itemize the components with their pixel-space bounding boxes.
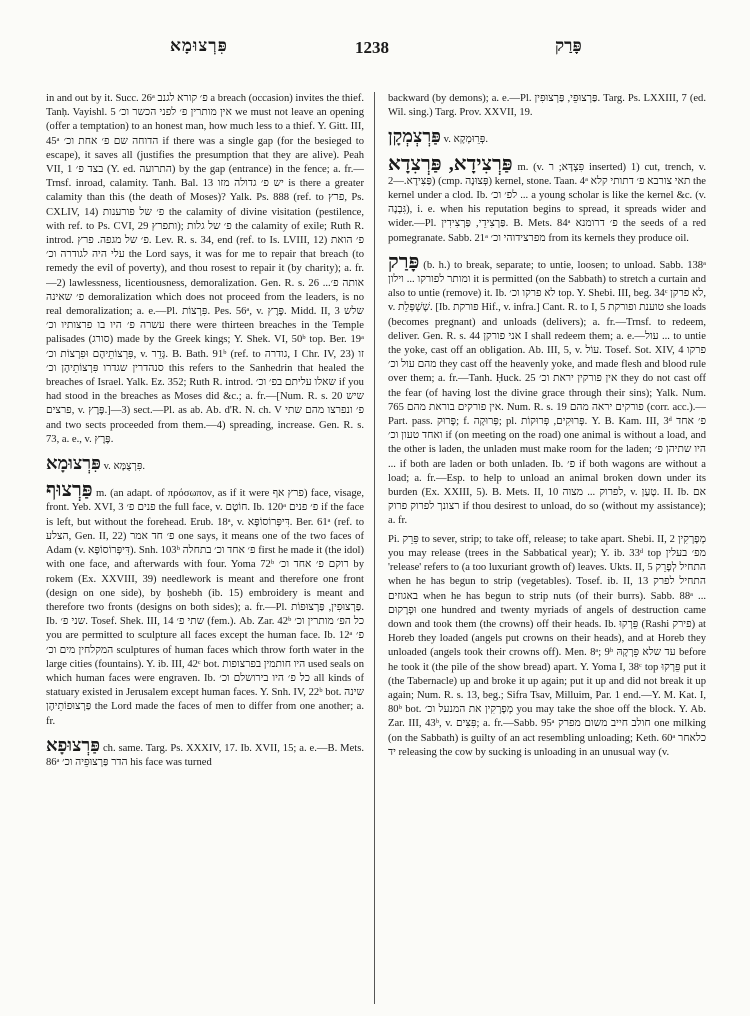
entry-subsection [388, 533, 706, 760]
dictionary-entry [46, 735, 364, 770]
entry-headword: פַּרְצוּף [46, 479, 93, 502]
dictionary-entry [46, 453, 364, 474]
entry-text: v. פִּרְצֻמָּא. [103, 461, 146, 473]
entry-continuation [46, 92, 364, 447]
entry-headword: פָּרַק [388, 250, 420, 273]
right-column [388, 92, 706, 1010]
entry-continuation [388, 92, 706, 120]
entry-text: m. (v. פִּצְדָּא; ר inserted) 1) cut, trench, v. פַּצִּידָא.—2) (cmp. פְּצוּנָה) kernel, stone. Taan. 4ᵃ תאי צורבא פ׳ דתותי קלא the kernel under a clod. Ib. לפ׳ וכ׳ ... a young scholar is like the kernel &c. (v. גִּבְנָה), i. e. when his reputation begins to spread, it spreads wider and wider.—Pl. פַּרְצִידֵי, פַּרְצִידִין. B. Mets. 84ᵃ פ׳ דרומנא the seeds of a red pomegranate. Sabb. 21ᵃ מפרצידוהי וכ׳ from its kernels they produce oil. [388, 161, 706, 244]
entry-headword: פַּרְצִידָא, פַּרְצִדָא [388, 152, 513, 175]
dictionary-entry [46, 480, 364, 728]
entry-text: in and out by it. Succ. 26ᵃ פ׳ קורא לגנב a breach (occasion) invites the thief. Tanḥ. Vayishl. 5 אין מותרין פ׳ לפני הכשר וכ׳ we must not leave an opening (offer a temptation) to an honest man, how much less to a thief. Y. Gitt. III, 45ᵃ הדוחה שם פ׳ אחת וכ׳ if there was a single gap (for the besieged to escape), it saves all (justifies the presumption that they are alive). Peah VII, 1 בצד פ׳ (Y. ed. התרועה) by the gap (entrance) in the fence; a. fr.—Trnsf. inroad, calamity. Tanh. Bal. 13 יש פ׳ גדולה מזו is there a greater calamity than this (the death of Moses)? Yalk. Ps. 888 (ref. to פרץ, Ps. CXLIV, 14) פ׳ של פורענות the calamity of divine visitation (pestilence, with ref. to Ps. CVI, 29 ותפרץ); פ׳ של גלות the calamity of exile; Ruth R. introd. פ׳ של מגפה. פרץ. Lev. R. s. 34, end (ref. to Is. LVIII, 12) פ׳ הואת עלי היה לגודרה וכ׳ the Lord says, it was for me to repair that breach (to remedy the evil of poverty), and thou rosest to repair it (by charity); a. fr.—2) lawlessness, licentiousness, demoralization. Gen. R. s. 26 אותה פ׳... פ׳ שאינה demoralization which does not proceed from the leaders, is no real demoralization; a. e.—Pl. פִּרְצוֹת. Pes. 56ᵃ, v. פֶּרֶץ. Midd. II, 3 שלש עשרה פ׳ היו בו פרצותיו וכ׳ there were thirteen breaches in the Temple palisades (סורג) made by the Greek kings; Y. Shek. VI, 50ᵇ top. Ber. 19ᵃ פִּרְצוֹתֵיהֶם וּפִרְצוֹת וכ׳, v. גָּדֵר. B. Bath. 91ᵇ (ref. to גודרה, I Chr. IV, 23) זו סנהדרין שגדרו פִּרְצוֹתֵיהֶן וכ׳ this refers to the Sanhedrin that healed the breaches of Israel. Yalk. Ez. 352; Ruth R. introd. שאלו עליתם בפ׳ וכ׳ if you had stood in the breaches as Moses did &c.; a. fr.—[Num. R. s. 20 שיש פרצים, v. פֶּרֶץ.]—3) sect.—Pl. as ab. Ab. d'R. N. ch. V פ׳ ונפרצו מהם שתי and two sects proceeded from them.—4) spreading, increase. Gen. R. s. 73, a. e., v. פֶּרֶץ. [46, 93, 364, 445]
entry-text: (b. h.) to break, separate; to untie, loosen; to unload. Sabb. 138ᵃ ומותר לפורקו ... וילון it is permitted (on the Sabbath) to stretch a curtain and also to untie (remove) it. Ib. לא פרקו וכ׳ top. Y. Shebi. III, beg. 34ᶜ לא פרקן, v. שָׁשְׁפְּלֵת. [Ib. פורקת Hif., v. infra.] Cant. R. to I, 5 טוענת ופורקת she loads (becomes pregnant) and unloads (delivers); a. fr.—Trnsf. to redeem, deliver. Gen. R. s. 44 אני פורקן I shall redeem them; a. e.—עול ... to untie the yoke, cast off an obligation. Ab. III, 5, v. עוֹל. Tosef. Sot. XIV, 4 פרקו מהם עול וכ׳ they cast off the heavenly yoke, and made flesh and blood rule over them; a. fr.—Tanh. Ḥuck. 25 אין פורקין יראת וכ׳ they do not cast off the fear (of having lost the divine grace through their sins); Yalk. Num. 765 אין פורקים בוראת מהם. Num. R. s. 19 פורקים יראה מהם (corr. acc.).—Part. pass. פָּרוּק; f. פְּרוּקָה; pl. פְּרוּקִים, פְּרוּקוֹת. Y. B. Kam. III, 3ᵈ פ׳ אחד ואחד טעון וכ׳ if (on meeting on the road) one animal is without a load, and the other is laden, the unladen must make room for the laden; היו שתיהן פ׳ ... if both are laden or both unladen. Ib. פ׳ if both wagons are without a load; a. fr.—Esp. to help to unload an animal broken down under its burden (Ex. XXIII, 5). B. Mets. II, 10 לפרוק ... מצוה, v. טָעַן. II. Ib. אם רצונך לפרוק פרוק if thou desirest to unload, do so (without my assistance); a. fr. [388, 259, 706, 527]
entry-text: ch. same. Targ. Ps. XXXIV, 17. Ib. XVII, 15; a. e.—B. Mets. 86ᵃ הדר פַּרְצוּפֵיה וכ׳ his face was turned [46, 742, 364, 768]
page-number: 1238 [355, 38, 389, 57]
entry-headword: פַּרְצוּפָא [46, 734, 101, 755]
column-divider [374, 92, 375, 1004]
dictionary-entry [388, 252, 706, 529]
entry-headword: פִּרְצוּמָא [46, 453, 101, 474]
header-headword-left: פִּרְצוּמָא [170, 36, 228, 55]
running-header [0, 34, 750, 66]
dictionary-entry [388, 126, 706, 147]
entry-text: v. פְּרֵוּמְקָא. [443, 134, 488, 146]
entry-text: Pi. פֵּרֵק to sever, strip; to take off, release; to take apart. Shebi. II, 2 מְפָרְקִין you may release (trees in the Sabbatical year); Y. ib. 33ᵈ top מפ׳ בעלין 'release' refers to (a too luxuriant growth of) leaves. Ukts. II, 5 התחיל לְפָרֵק when he has begun to strip (vegetables). Tosef. ib. II, 13 התחיל לפרק באגוזים when he has begun to strip nuts (of their burrs). Sabb. 88ᵃ ... וּפְרָקוּם one hundred and twenty myriads of angels of destruction came down and took them (the crowns) off their heads. Ib. פֵּרְקוּ (Rashi פירק) at Horeb they loaded (angels put crowns on their heads), and at Horeb they unloaded (angels took their crowns off). Men. 8ᵃ; 9ᵇ עד שלא פֵּרְקָהּ before he took it (the pile of the show bread) apart. Y. Yoma I, 38ᶜ top פֵּרְקוּ put it (the Tabernacle) up and broke it up again; put it up and did not break it up again; Num. R. s. 13, beg.; Sifra Tsav, Milluim, Par. 1 end.—Y. M. Kat. I, 80ᵇ bot. מְפָרְקִין את המנעל וכ׳ you may take the shoe off the block. Y. Ab. Zar. III, 43ᵇ, v. פִּצִּים; a. fr.—Sabb. 95ᵃ חולב חייב משום מפרק one milking (on the Sabbath) is guilty of an act resembling unloading; Keth. 60ᵃ כלאחר יד releasing the cow by sucking is unloading in an unusual way (v. [388, 533, 706, 758]
entry-headword: פַּרְצְמְקָן [388, 126, 441, 147]
entry-text: backward (by demons); a. e.—Pl. פַּרְצוּפֵי, פַּרְצוּפִין. Targ. Ps. LXXIII, 7 (ed. Wil. sing.) Targ. Prov. XXVII, 19. [388, 93, 706, 119]
header-headword-right: פָּרַק [555, 36, 582, 55]
left-column [46, 92, 364, 1010]
entry-text: m. (an adapt. of πρόσωπον, as if it were פרץ אף) face, visage, front. Yeb. XVI, 3 פנים פ׳ the full face, v. חוֹטֶם. Ib. 120ᵃ פ׳ פנים if the face is left, but without the forehead. Erub. 18ᵃ, v. דִּיפְּרוֹסוֹפָּא. Ber. 61ᵃ (ref. to הצלע, Gen. II, 22) פ׳ חד אמר one says, it means one of the two faces of Adam (v. דִּיפְּרוֹסוֹפָּא). Snh. 103ᵇ פ׳ אחד וכ׳ בתחלה first he made it (the idol) with one face, and afterwards with four. Yoma 72ᵇ רוקם פ׳ אחד וכ׳ by rokem (Ex. XXVIII, 39) needlework is meant and therefore one front (design on one side), by ḥoshebh (ib. 15) embroidery is meant and therefore two fronts (designs on both sides); a. fr.—Pl. פַּרְצוּפִין, פַּרְצוּפוֹת. Ib. שני פ׳. Tosef. Shek. III, 14 שתי פ׳ (fem.). Ab. Zar. 42ᵇ כל הפ׳ מותרין וכ׳ you are permitted to sculpture all faces except the human face. Ib. 12ᵃ פ׳ המקלחין מים וכ׳ sculptures of human faces which throw forth water in the large cities (fountains). Y. ib. III, 42ᶜ bot. היו חותמין בפרצופות used seals on which human faces were engraven. Ib. כל פ׳ היו בירושלם וכ׳ all kinds of statuary existed in Jerusalem except human faces. Y. Snh. IV, 22ᵇ bot. שינה פַּרְצוּפוֹתֵיהֶן the Lord made the faces of men to differ from one another; a. fr. [46, 488, 364, 727]
dictionary-entry [388, 154, 706, 246]
